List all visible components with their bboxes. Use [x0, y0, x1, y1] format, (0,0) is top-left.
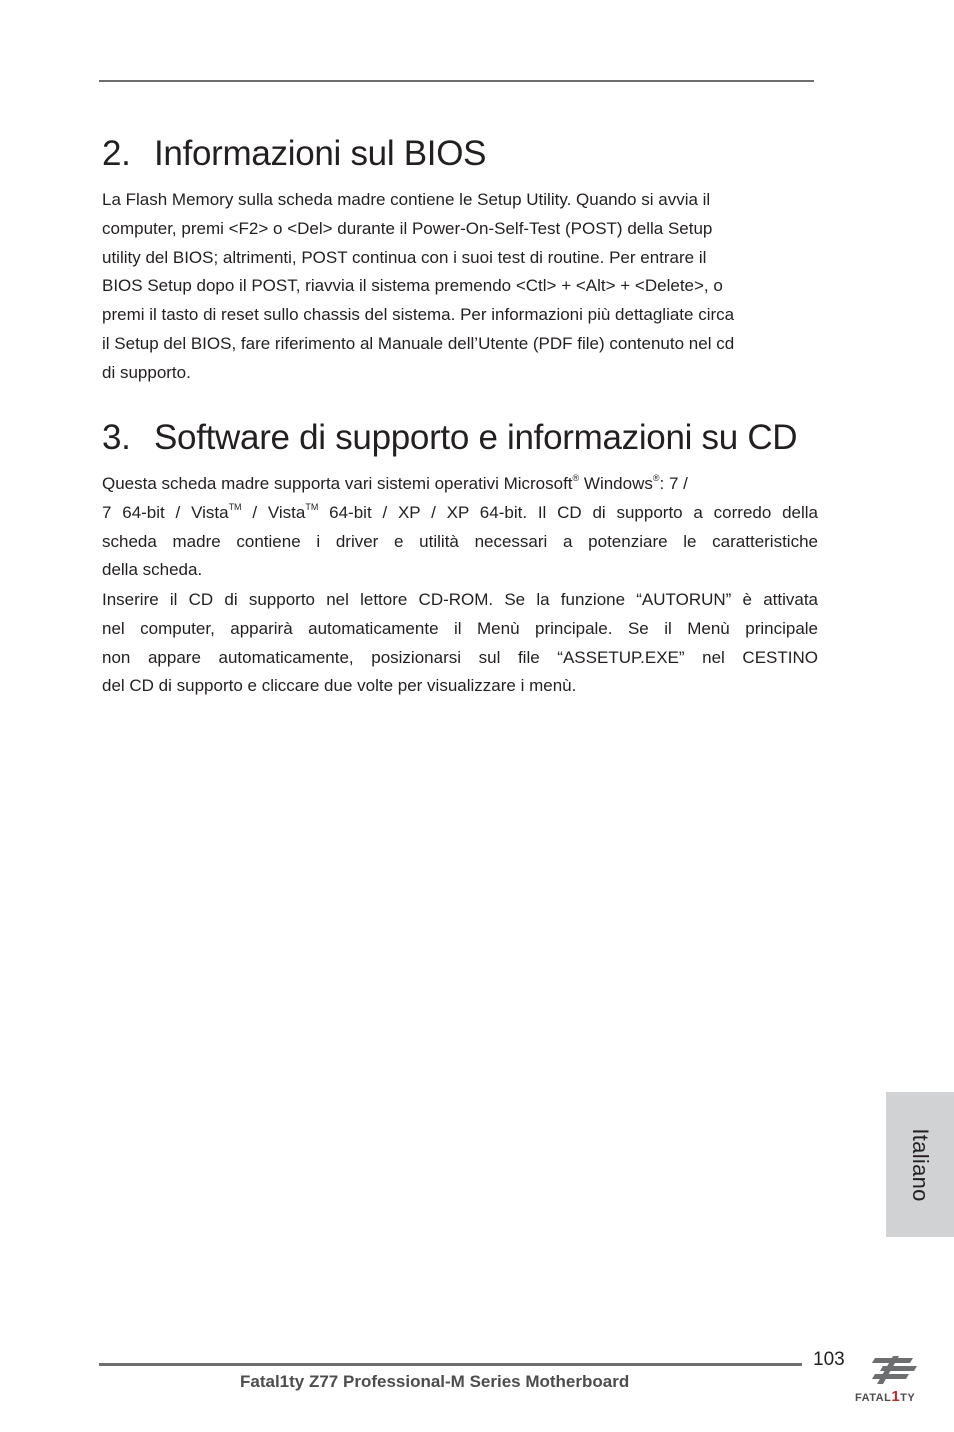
section-3-title: Software di supporto e informazioni su CD: [154, 418, 798, 457]
os-support-line: [102, 470, 818, 499]
language-tab-label: Italiano: [908, 1127, 933, 1202]
os-text: / Vista: [241, 502, 306, 522]
trademark-mark: TM: [228, 502, 242, 513]
section-3-paragraph-2: [102, 586, 818, 701]
fatal1ty-logo-icon: [853, 1354, 933, 1406]
page-number: 103: [813, 1349, 845, 1370]
section-2-heading: [102, 134, 486, 174]
section-2-title: Informazioni sul BIOS: [154, 134, 487, 173]
os-text: Windows: [579, 474, 653, 493]
section-2-paragraph: [102, 186, 818, 388]
section-2-line: BIOS Setup dopo il POST, riavvia il sistema premendo <Ctl> + <Alt> + <Delete>, o: [102, 276, 723, 296]
section-3-line: non appare automaticamente, posizionarsi sul file “ASSETUP.EXE” nel CESTINO: [102, 647, 818, 667]
section-3-heading: [102, 418, 797, 458]
section-3-line: nel computer, apparirà automaticamente il Menù principale. Se il Menù principale: [102, 618, 818, 638]
registered-mark: ®: [572, 473, 580, 484]
section-3-line: del CD di supporto e cliccare due volte per visualizzare i menù.: [102, 676, 577, 696]
section-3-line: della scheda.: [102, 560, 203, 580]
section-3-line: Inserire il CD di supporto nel lettore CD-ROM. Se la funzione “AUTORUN” è attivata: [102, 590, 818, 609]
os-text: : 7 /: [659, 474, 688, 493]
trademark-mark: TM: [305, 502, 319, 513]
footer-title: Fatal1ty Z77 Professional-M Series Motherboard: [240, 1372, 630, 1391]
os-list-line: [102, 499, 818, 528]
registered-mark: ®: [652, 473, 660, 484]
section-2-number: 2.: [102, 134, 131, 173]
section-2-line: utility del BIOS; altrimenti, POST continua con i suoi test di routine. Per entrare il: [102, 247, 707, 267]
section-2-line: il Setup del BIOS, fare riferimento al Manuale dell’Utente (PDF file) contenuto nel cd: [102, 333, 735, 353]
section-2-line: premi il tasto di reset sullo chassis del sistema. Per informazioni più dettagliate circa: [102, 305, 735, 325]
section-2-line: La Flash Memory sulla scheda madre contiene le Setup Utility. Quando si avvia il: [102, 190, 711, 209]
os-text: 64-bit / XP / XP 64-bit. Il CD di supporto a corredo della: [318, 502, 819, 522]
section-3-number: 3.: [102, 418, 131, 457]
logo-wordmark: FATAL1TY: [855, 1388, 916, 1405]
top-rule: [99, 80, 814, 82]
footer-rule: [99, 1363, 802, 1366]
os-text: Questa scheda madre supporta vari sistemi operativi Microsoft: [102, 474, 573, 493]
section-3-paragraph-1: [102, 470, 818, 585]
section-2-line: computer, premi <F2> o <Del> durante il Power-On-Self-Test (POST) della Setup: [102, 218, 713, 238]
section-2-line: di supporto.: [102, 362, 191, 382]
language-tab: [886, 1092, 954, 1237]
section-3-line: scheda madre contiene i driver e utilità necessari a potenziare le caratteristiche: [102, 531, 818, 551]
os-text: 7 64-bit / Vista: [102, 502, 229, 522]
